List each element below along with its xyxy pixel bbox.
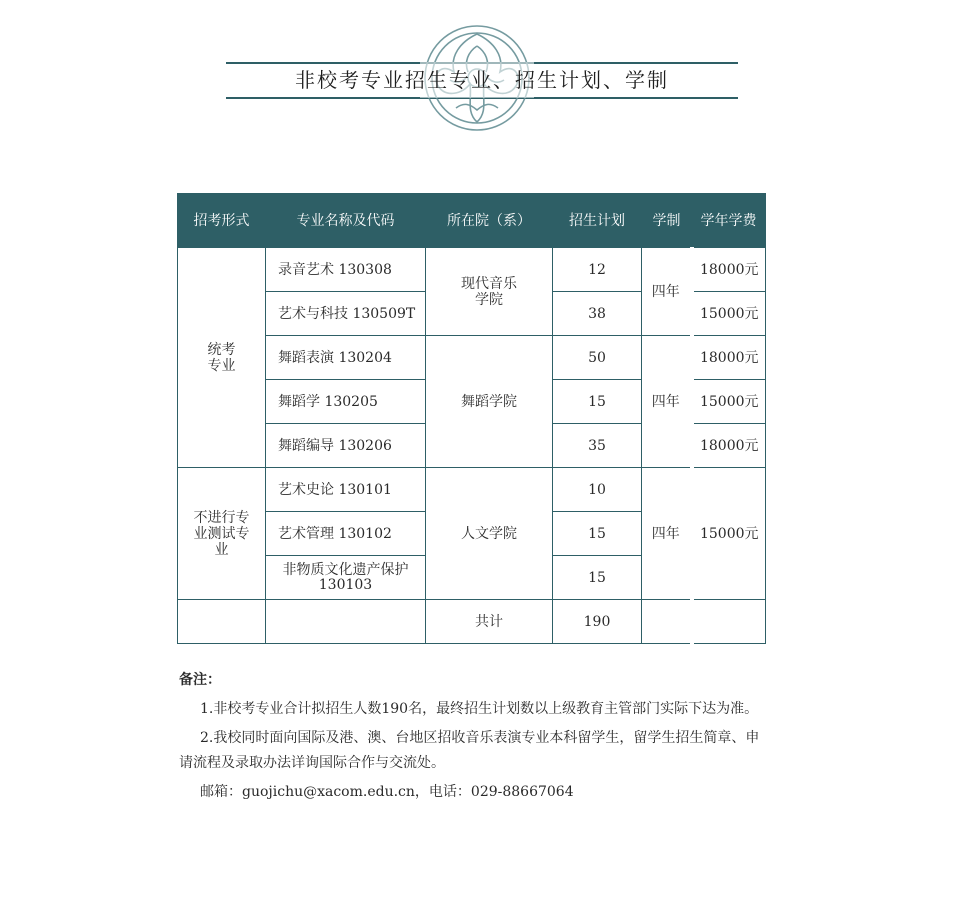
duration-cell: 四年 — [642, 336, 692, 468]
enrollment-table — [177, 193, 766, 644]
header-cell: 招生计划 — [553, 194, 642, 248]
college-cell: 人文学院 — [426, 468, 553, 600]
plan-cell: 10 — [553, 468, 642, 512]
header-cell: 学年学费 — [692, 194, 766, 248]
header-cell: 专业名称及代码 — [266, 194, 426, 248]
notes-section — [179, 668, 769, 809]
plan-cell: 35 — [553, 424, 642, 468]
empty-cell — [266, 600, 426, 644]
page-title: 非校考专业招生专业、招生计划、学制 — [295, 68, 669, 92]
admission-form-cell: 统考专业 — [178, 248, 266, 468]
major-cell: 舞蹈表演 130204 — [266, 336, 426, 380]
plan-cell: 15 — [553, 380, 642, 424]
fee-cell: 15000元 — [692, 292, 766, 336]
fee-cell: 18000元 — [692, 336, 766, 380]
empty-cell — [642, 600, 692, 644]
major-cell: 舞蹈编导 130206 — [266, 424, 426, 468]
header-cell: 所在院（系） — [426, 194, 553, 248]
duration-cell: 四年 — [642, 248, 692, 336]
admission-form-cell: 不进行专业测试专业 — [178, 468, 266, 600]
fee-cell: 18000元 — [692, 424, 766, 468]
table-row — [178, 248, 766, 292]
fee-cell: 15000元 — [692, 380, 766, 424]
major-cell: 艺术与科技 130509T — [266, 292, 426, 336]
table-total-row — [178, 600, 766, 644]
total-label: 共计 — [426, 600, 553, 644]
plan-cell: 38 — [553, 292, 642, 336]
fee-cell: 15000元 — [692, 468, 766, 600]
empty-cell — [178, 600, 266, 644]
college-cell: 舞蹈学院 — [426, 336, 553, 468]
note-item: 1.非校考专业合计拟招生人数190名，最终招生计划数以上级教育主管部门实际下达为准。 — [200, 701, 759, 717]
major-cell: 非物质文化遗产保护 130103 — [266, 556, 426, 600]
header-cell: 招考形式 — [178, 194, 266, 248]
plan-cell: 12 — [553, 248, 642, 292]
contact-line: 邮箱：guojichu@xacom.edu.cn，电话：029-88667064 — [200, 784, 574, 800]
table-header-row — [178, 194, 766, 248]
notes-heading: 备注： — [179, 672, 221, 688]
major-cell: 录音艺术 130308 — [266, 248, 426, 292]
college-cell: 现代音乐学院 — [426, 248, 553, 336]
table-row — [178, 336, 766, 380]
plan-cell: 15 — [553, 556, 642, 600]
duration-cell: 四年 — [642, 468, 692, 600]
fee-cell: 18000元 — [692, 248, 766, 292]
table-row — [178, 468, 766, 512]
header-cell: 学制 — [642, 194, 692, 248]
major-cell: 艺术史论 130101 — [266, 468, 426, 512]
page-header — [0, 0, 965, 140]
empty-cell — [692, 600, 766, 644]
plan-cell: 15 — [553, 512, 642, 556]
major-cell: 艺术管理 130102 — [266, 512, 426, 556]
note-item: 2.我校同时面向国际及港、澳、台地区招收音乐表演专业本科留学生，留学生招生简章、申请流程及录取办法详询国际合作与交流处。 — [179, 730, 760, 771]
major-cell: 舞蹈学 130205 — [266, 380, 426, 424]
plan-cell: 50 — [553, 336, 642, 380]
total-value: 190 — [553, 600, 642, 644]
